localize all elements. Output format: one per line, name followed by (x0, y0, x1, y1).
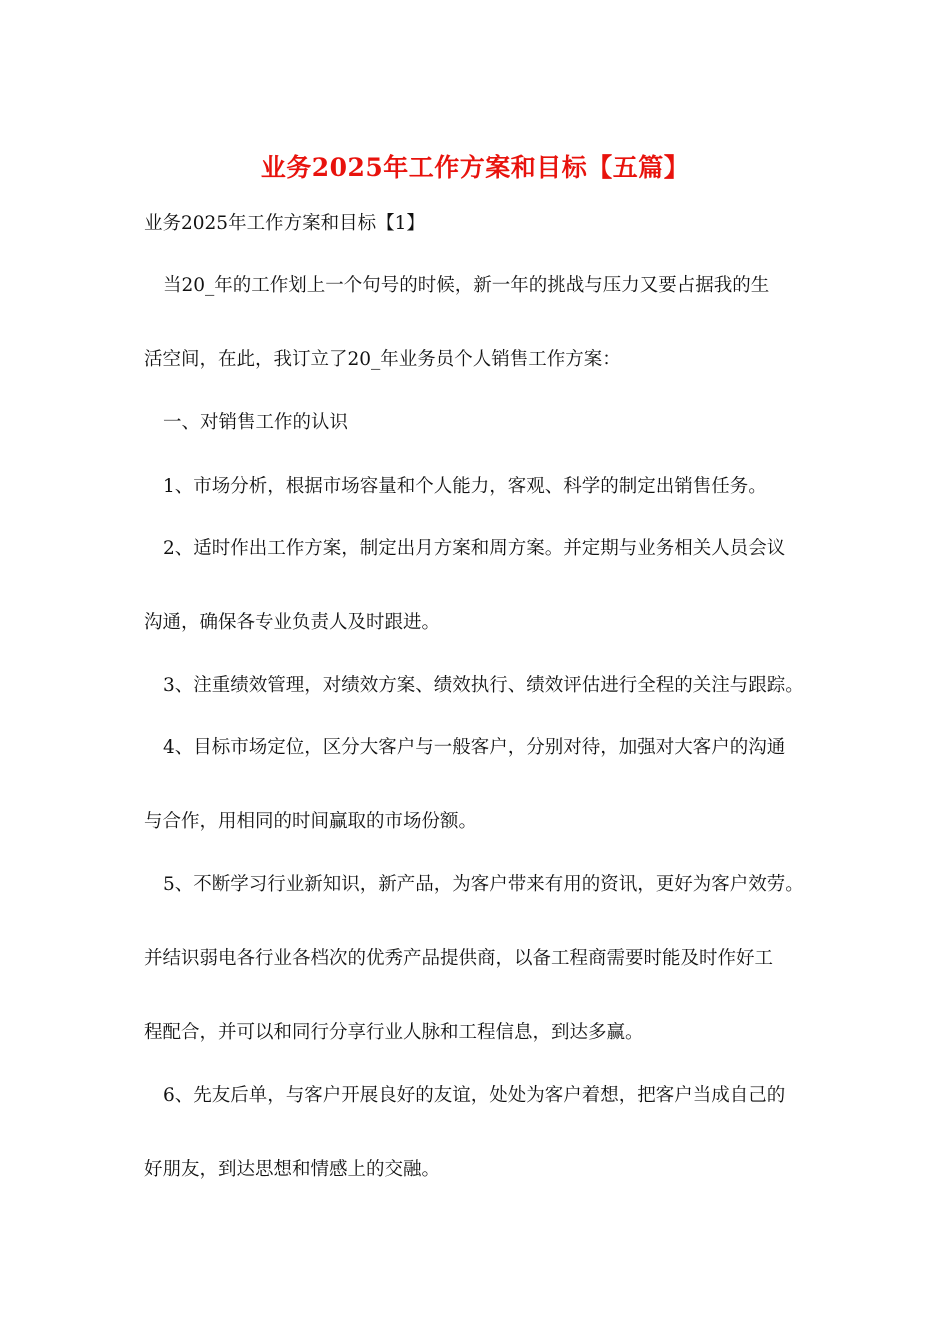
list-item: 2、适时作出工作方案，制定出月方案和周方案。并定期与业务相关人员会议 (163, 538, 786, 559)
paragraph-line: 与合作，用相同的时间赢取的市场份额。 (144, 811, 478, 832)
list-item: 1、市场分析，根据市场容量和个人能力，客观、科学的制定出销售任务。 (163, 476, 767, 497)
paragraph-line: 沟通，确保各专业负责人及时跟进。 (144, 612, 441, 633)
paragraph-line: 当20_年的工作划上一个句号的时候，新一年的挑战与压力又要占据我的生 (163, 275, 770, 296)
list-item: 6、先友后单，与客户开展良好的友谊，处处为客户着想，把客户当成自己的 (163, 1085, 786, 1106)
paragraph-line: 程配合，并可以和同行分享行业人脉和工程信息，到达多赢。 (144, 1022, 644, 1043)
subsection-heading: 一、对销售工作的认识 (163, 412, 349, 433)
paragraph-line: 活空间，在此，我订立了20_年业务员个人销售工作方案： (144, 349, 621, 370)
list-item: 3、注重绩效管理，对绩效方案、绩效执行、绩效评估进行全程的关注与跟踪。 (163, 675, 804, 696)
paragraph-line: 并结识弱电各行业各档次的优秀产品提供商，以备工程商需要时能及时作好工 (144, 948, 774, 969)
section-heading: 业务2025年工作方案和目标【1】 (144, 213, 425, 234)
list-item: 5、不断学习行业新知识，新产品，为客户带来有用的资讯，更好为客户效劳。 (163, 874, 804, 895)
document-title: 业务2025年工作方案和目标【五篇】 (260, 153, 690, 182)
paragraph-line: 好朋友，到达思想和情感上的交融。 (144, 1159, 441, 1180)
list-item: 4、目标市场定位，区分大客户与一般客户，分别对待，加强对大客户的沟通 (163, 737, 786, 758)
